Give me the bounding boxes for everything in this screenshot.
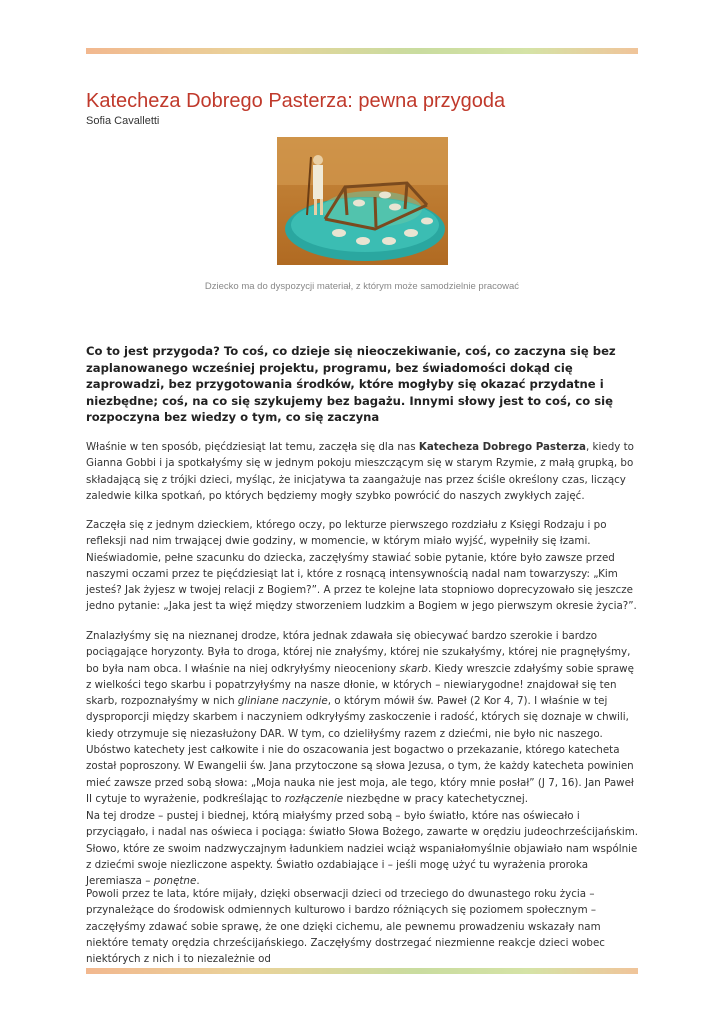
paragraph-1-text-b: , kiedy to Gianna Gobbi i ja spotkałyśmy się w jednym pokoju mieszczącym się w starym Rzymie, z małą grupką, bo składającą się z trójki dzieci, myśląc, że inicjatywa ta zaangażuje nas przez ściśle określony czas, liczący zaledwie kilka spotkań, po których będziemy mogły szybko powrócić do naszych zwykłych zajęć. xyxy=(86,441,634,502)
paragraph-3-text-a: Znalazłyśmy się na nieznanej drodze, która jednak zdawała się obiecywać bardzo szerokie i bardzo pociągające horyzonty. Była to droga, której nie znałyśmy, której nie szukałyśmy, której nie pragnęłyśmy, bo była nam obca. I właśnie na niej odkryłyśmy nieoceniony xyxy=(86,630,631,675)
emphasis-gliniane-naczynie: gliniane naczynie xyxy=(237,695,328,708)
top-decorative-rule xyxy=(86,48,638,54)
paragraph-3 xyxy=(86,628,642,807)
image-caption: Dziecko ma do dyspozycji materiał, z którym może samodzielnie pracować xyxy=(204,281,520,292)
emphasis-ponetne: ponętne xyxy=(153,875,197,888)
paragraph-5: Powoli przez te lata, które mijały, dzięki obserwacji dzieci od trzeciego do dwunastego roku życia – przynależące do środowisk odmiennych kulturowo i bardzo różniących się poziomem społecznym – zaczęłyśmy zdawać sobie sprawę, że one dzięki cichemu, ale pewnemu prowadzeniu wskazały nam niektóre tematy orędzia chrześcijańskiego. Zaczęłyśmy dostrzegać niezmienne reakcje dzieci wobec niektórych z nich i to niezależnie od xyxy=(86,888,605,966)
paragraph-3-text-d: niezbędne w pracy katechetycznej. xyxy=(343,792,528,805)
paragraph-2: Zaczęła się z jednym dzieckiem, którego oczy, po lekturze pierwszego rozdziału z Księgi Rodzaju i po refleksji nad nim trwającej dwie godziny, w momencie, w którym miało wyjść, wypełniły się łzami. Nieświadomie, pełne szacunku do dziecka, zaczęłyśmy stawiać sobie pytanie, które było zawsze przed naszymi oczami przez te pięćdziesiąt lat i, które z rosnącą intensywnością nadal nam towarzyszy: „Kim jesteś? Jak żyjesz w twojej relacji z Bogiem?”. A przez te kolejne lata stopniowo doprecyzowało się jeszcze jedno pytanie: „Jaka jest ta więź między stworzeniem ludzkim a Bogiem w jego pierwszym okresie życia?”. xyxy=(86,519,637,613)
paragraph-3-text-b: . Kiedy wreszcie zdałyśmy sobie sprawę z wielkości tego skarbu i popatrzyłyśmy na nasze dłonie, w których – niewiarygodne! znajdował się ten skarb, rozpoznałyśmy w nich xyxy=(86,662,634,708)
paragraph-1-text-a: Właśnie w ten sposób, pięćdziesiąt lat temu, zaczęła się dla nas xyxy=(86,441,419,453)
paragraph-1 xyxy=(86,439,642,504)
paragraph-4 xyxy=(86,808,642,889)
article-author: Sofia Cavalletti xyxy=(86,115,160,127)
bottom-decorative-rule xyxy=(86,968,638,974)
emphasis-rozlaczenie: rozłączenie xyxy=(284,792,344,805)
emphasis-skarb: skarb xyxy=(399,662,428,675)
lead-paragraph: Co to jest przygoda? To coś, co dzieje się nieoczekiwanie, coś, co zaczyna się bez zaplanowanego wcześniej projektu, programu, bez świadomości dokąd cię zaprowadzi, bez przygotowania środków, które mogłyby się okazać przydatne i niezbędne; coś, na co się szykujemy bez bagażu. Innymi słowy jest to coś, co się rozpoczyna bez wiedzy o tym, co się zaczyna xyxy=(86,344,616,425)
paragraph-4-text-b: . xyxy=(196,875,200,888)
paragraph-3-text-c: , o którym mówił św. Paweł (2 Kor 4, 7). I właśnie w tej dysproporcji między skarbem i naczyniem odkryłyśmy zaskoczenie i radość, których się doznaje w chwili, kiedy otrzymuje się niezasłużony DAR. W tym, co dzieliłyśmy razem z dziećmi, nie było nic naszego. Ubóstwo katechety jest całkowite i nie do oszacowania jest bogactwo o przekazanie, którego katecheta został poproszony. W Ewangelii św. Jana przytoczone są słowa Jezusa, o tym, że każdy katecheta powinien mieć zawsze przed sobą słowa: „Moja nauka nie jest moja, ale tego, który mnie posłał” (J 7, 16). Jan Paweł II cytuje to wyrażenie, podkreślając to xyxy=(86,695,634,805)
article-title: Katecheza Dobrego Pasterza: pewna przygoda xyxy=(86,90,506,112)
paragraph-4-text-a: Na tej drodze – pustej i biednej, którą miałyśmy przed sobą – było światło, które nas oświecało i przyciągało, i nadal nas oświeca i pociąga: światło Słowa Bożego, zawarte w orędziu judeochrześcijańskim. Słowo, które ze swoim nadzwyczajnym ładunkiem nadziei wciąż wspaniałomyślnie objawiało nam wspólnie z dziećmi swoje niezliczone aspekty. Światło ozdabiające i – jeśli mogę użyć tu wyrażenia proroka Jeremiasza – xyxy=(86,810,639,888)
shepherd-sheepfold-photo xyxy=(277,137,448,265)
program-name: Katecheza Dobrego Pasterza xyxy=(418,441,586,453)
